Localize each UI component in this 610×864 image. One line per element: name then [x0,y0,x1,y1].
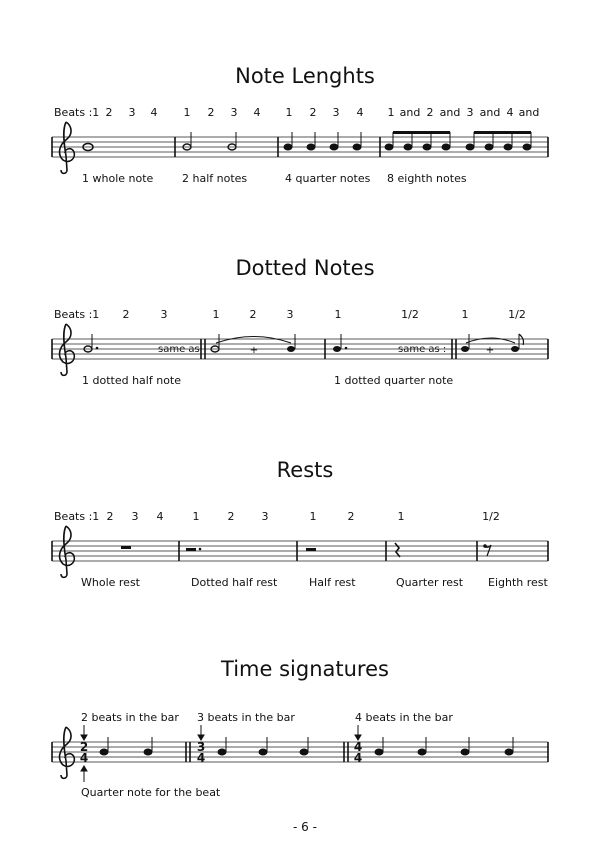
beat-label: Beats :1 [54,308,100,321]
svg-text:+: + [485,345,495,356]
beat-label: 1/2 [508,308,526,321]
treble-clef-icon [60,526,75,577]
same-as-label: same as : [398,344,447,355]
beat-label: and [479,106,501,119]
caption: 4 quarter notes [285,172,371,185]
time-sig-label: 3 beats in the bar [197,711,295,724]
tied-notes-icon [461,334,524,356]
caption: Eighth rest [488,576,548,589]
page-number: - 6 - [293,820,317,834]
caption: Quarter rest [396,576,464,589]
beat-label: 3 [230,106,238,119]
beat-label: and [439,106,461,119]
beat-label: 1 [387,106,395,119]
staff-rests [52,526,548,577]
beat-label: 1 [212,308,220,321]
title-dotted-notes: Dotted Notes [235,256,375,280]
time-sig-bottom: 4 [196,751,206,765]
beat-label: 4 [253,106,261,119]
beat-label: 1 [397,510,405,523]
caption: 8 eighth notes [387,172,467,185]
beat-label: 3 [128,106,136,119]
caption: Dotted half rest [191,576,278,589]
beat-label: 1 [285,106,293,119]
beat-label: Beats :1 [54,510,100,523]
beat-label: 2 [122,308,130,321]
beat-label: 4 [506,106,514,119]
beat-label: 2 [227,510,235,523]
beat-label: 3 [160,308,168,321]
beat-label: 2 [426,106,434,119]
caption: 1 dotted half note [82,374,181,387]
beat-label: 3 [466,106,474,119]
caption: 1 dotted quarter note [334,374,454,387]
beat-label: 1/2 [401,308,419,321]
title-note-lengths: Note Lenghts [235,64,375,88]
staff-dotted-notes [52,324,548,375]
title-rests: Rests [276,458,334,482]
beat-label: 1 [183,106,191,119]
treble-clef-icon [60,122,75,173]
beat-label: 2 [105,106,113,119]
beat-label: 2 [249,308,257,321]
time-sig-top: 4 [353,740,363,754]
beat-label: 1 [334,308,342,321]
caption: Whole rest [81,576,140,589]
beat-label: 4 [150,106,158,119]
tied-notes-icon [211,334,295,356]
beat-label: 2 [106,510,114,523]
time-sig-bottom: 4 [353,751,363,765]
beat-label: 3 [286,308,294,321]
title-time-signatures: Time signatures [221,657,389,681]
quarter-rest-icon [395,543,400,557]
time-sig-top: 3 [196,740,206,754]
beat-label: 4 [356,106,364,119]
beat-label: and [518,106,540,119]
caption: Half rest [309,576,356,589]
beat-label: 1/2 [482,510,500,523]
time-sig-bottom: 4 [79,751,89,765]
beat-label: 3 [261,510,269,523]
beat-label: 4 [156,510,164,523]
time-sig-top: 2 [79,740,89,754]
time-sig-label: 2 beats in the bar [81,711,179,724]
time-sig-label: 4 beats in the bar [355,711,453,724]
time-sig-label: Quarter note for the beat [81,786,221,799]
half-rest-icon [306,548,316,551]
beat-label: 1 [192,510,200,523]
svg-text:+: + [249,345,259,356]
staff-time-signatures [52,725,548,782]
staff-note-lengths [52,122,548,173]
treble-clef-icon [60,727,75,778]
beat-label: and [399,106,421,119]
whole-rest-icon [121,546,131,549]
beat-label: 2 [347,510,355,523]
beat-label: 1 [461,308,469,321]
beat-label: Beats :1 [54,106,100,119]
dotted-half-rest-icon [186,548,201,551]
beat-label: 3 [332,106,340,119]
beat-label: 1 [309,510,317,523]
caption: 2 half notes [182,172,248,185]
beat-label: 2 [309,106,317,119]
same-as-label: same as [158,344,200,355]
beat-label: 2 [207,106,215,119]
treble-clef-icon [60,324,75,375]
caption: 1 whole note [82,172,154,185]
beat-label: 3 [131,510,139,523]
